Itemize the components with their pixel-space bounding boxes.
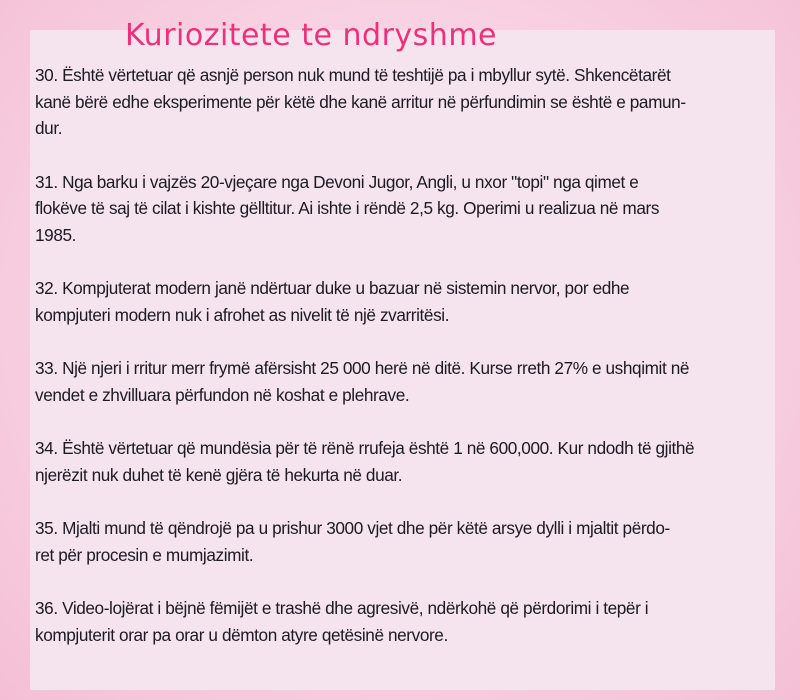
entry-line: dur. <box>35 118 63 138</box>
entry-line: 1985. <box>35 224 77 245</box>
entry-line: 35. Mjalti mund të qëndrojë pa u prishur 3000 vjet dhe për këtë arsye dylli i mjaltit përdo- <box>35 518 670 538</box>
entry-line: vendet e zhvilluara përfundon në koshat e plehrave. <box>35 384 410 405</box>
entry-line: 31. Nga barku i vajzës 20-vjeçare nga Devoni Jugor, Angli, u nxor "topi" nga qimet e <box>35 171 639 192</box>
entry-line: 34. Është vërtetuar që mundësia për të rënë rrufeja është 1 në 600,000. Kur ndodh të gjithë <box>35 438 695 458</box>
entry-paragraph <box>35 355 775 408</box>
entry-paragraph <box>35 275 775 328</box>
entry-line: 32. Kompjuterat modern janë ndërtuar duke u bazuar në sistemin nervor, por edhe <box>35 278 630 298</box>
entry-line: 30. Është vërtetuar që asnjë person nuk mund të teshtijë pa i mbyllur sytë. Shkencëtarët <box>35 65 671 85</box>
entry-paragraph <box>35 435 775 488</box>
entry-line: flokëve të saj të cilat i kishte gëlltitur. Ai ishte i rëndë 2,5 kg. Operimi u realizua në mars <box>35 198 660 218</box>
entry-line: 33. Një njeri i rritur merr frymë afërsisht 25 000 herë në ditë. Kurse rreth 27% e ushqimit në <box>35 358 690 378</box>
page-title: Kuriozitete te ndryshme <box>125 18 497 53</box>
entry-line: kompjuteri modern nuk i afrohet as nivelit të një zvarritësi. <box>35 304 450 325</box>
entry-line: ret për procesin e mumjazimit. <box>35 544 254 565</box>
entry-line: njerëzit nuk duhet të kenë gjëra të hekurta në duar. <box>35 464 403 485</box>
entry-line: kompjuterit orar pa orar u dëmton atyre qetësinë nervore. <box>35 624 448 645</box>
entry-line: kanë bërë edhe eksperimente për këtë dhe kanë arritur në përfundimin se është e pamun- <box>35 91 686 112</box>
entry-paragraph <box>35 515 775 568</box>
entry-paragraph <box>35 169 775 249</box>
entries-list <box>35 62 775 648</box>
content-panel <box>30 30 775 690</box>
entry-line: 36. Video-lojërat i bëjnë fëmijët e trashë dhe agresivë, ndërkohë që përdorimi i tepër i <box>35 598 649 618</box>
entry-paragraph <box>35 62 775 142</box>
entry-paragraph <box>35 595 775 648</box>
